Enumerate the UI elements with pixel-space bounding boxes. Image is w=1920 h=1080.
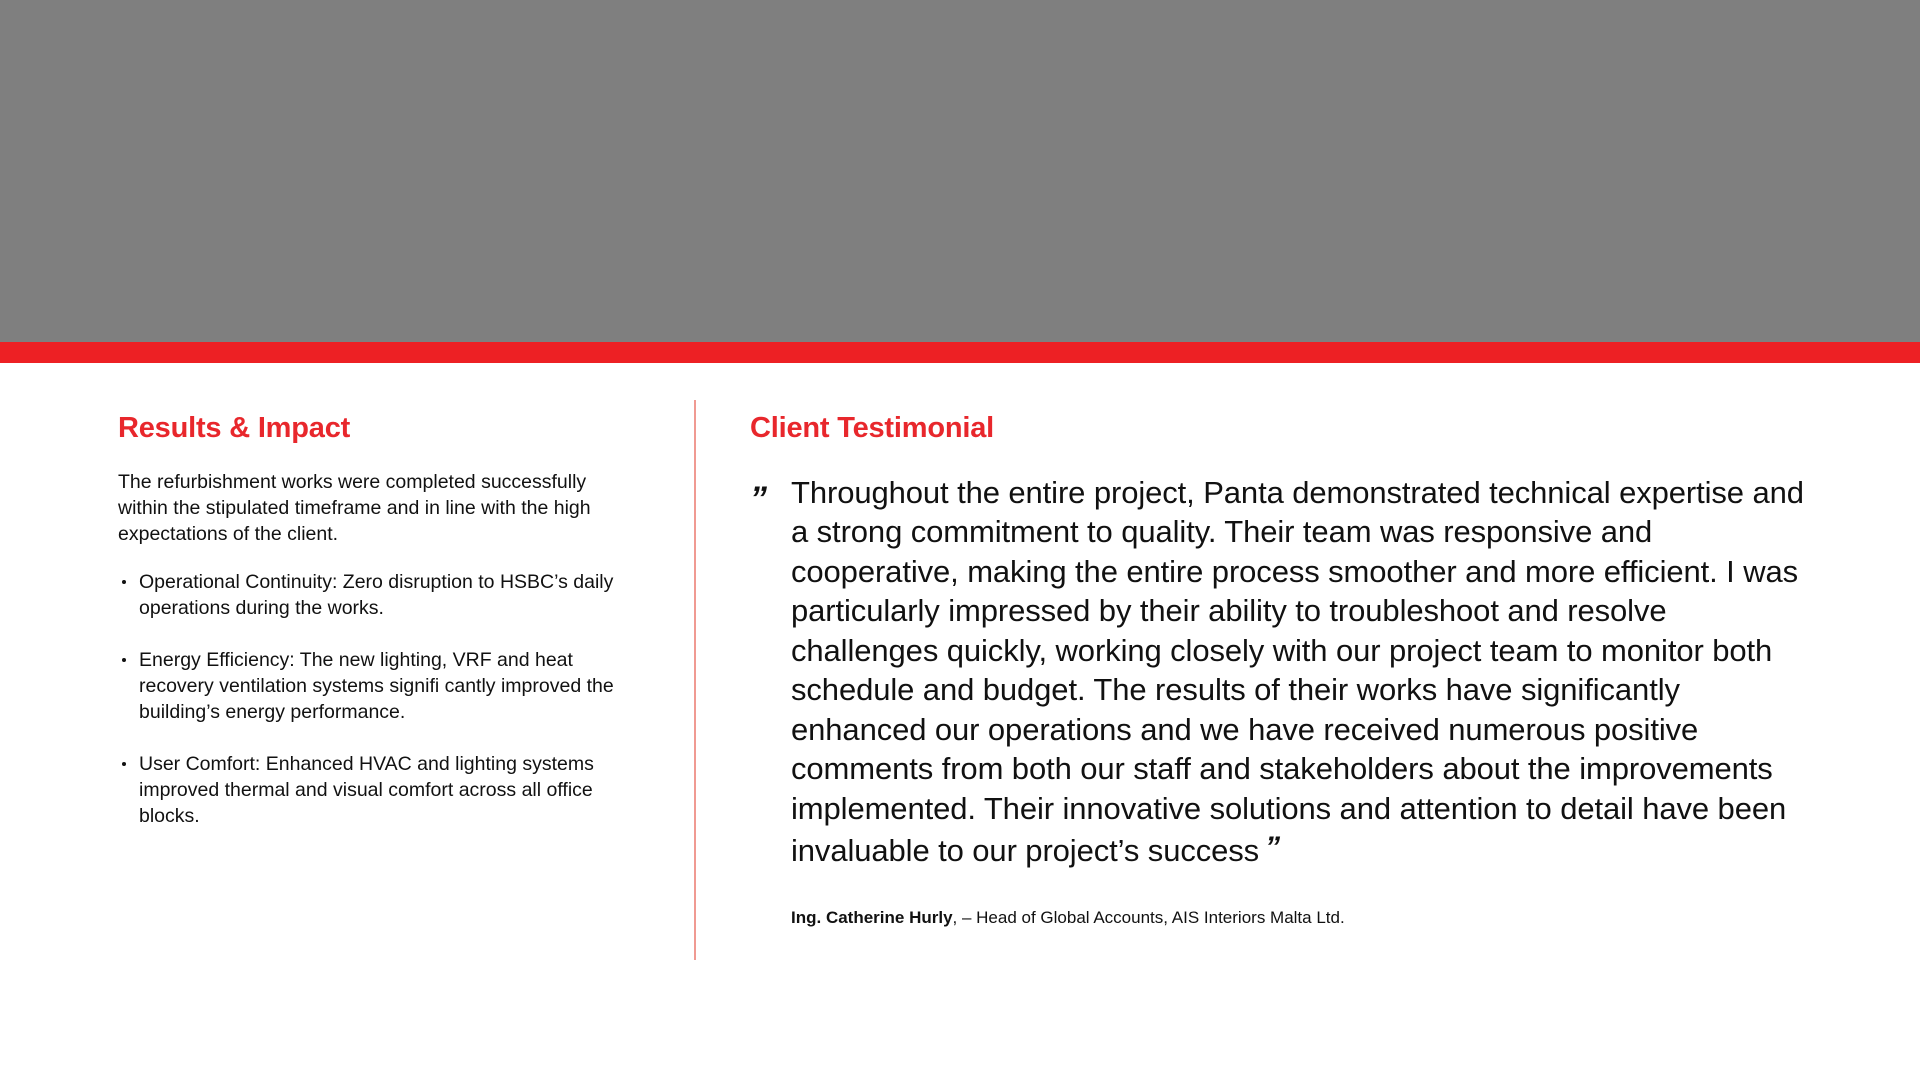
attribution-role: , – Head of Global Accounts, AIS Interiors Malta Ltd. [952,907,1345,927]
column-divider [694,400,696,960]
red-accent-bar [0,342,1920,363]
slide-content [0,363,1920,1080]
testimonial-attribution [791,907,1810,929]
quote-close-icon: ” [1265,831,1280,865]
bullet-dot-icon [122,762,126,766]
list-item [118,751,638,829]
list-item-text: Energy Efficiency: The new lighting, VRF and heat recovery ventilation systems signifi cantly improved the building’s energy performance. [139,648,614,723]
list-item [118,647,638,725]
results-impact-title: Results & Impact [118,412,351,444]
hero-image-placeholder [0,0,1920,342]
attribution-name: Ing. Catherine Hurly [791,907,953,927]
client-testimonial-column [750,413,1810,929]
testimonial-quote-block [750,473,1810,871]
results-intro-paragraph: The refurbishment works were completed successfully within the stipulated timeframe and in line with the high expectations of the client. [118,470,591,545]
list-item-text: Operational Continuity: Zero disruption to HSBC’s daily operations during the works. [139,570,614,619]
list-item-text: User Comfort: Enhanced HVAC and lighting systems improved thermal and visual comfort across all office blocks. [139,752,594,827]
testimonial-quote-body: Throughout the entire project, Panta demonstrated technical expertise and a strong commitment to quality. Their team was responsive and cooperative, making the entire process smoother and more efficient. I was particularly impressed by their ability to troubleshoot and resolve challenges quickly, working closely with our project team to monitor both schedule and budget. The results of their works have significantly enhanced our operations and we have received numerous positive comments from both our staff and stakeholders about the improvements implemented. Their innovative solutions and attention to detail have been invaluable to our project’s success [791,474,1804,869]
list-item [118,569,638,621]
results-impact-column [118,413,638,829]
client-testimonial-title: Client Testimonial [750,412,995,444]
quote-open-icon: ” [750,479,766,518]
bullet-dot-icon [122,580,126,584]
bullet-dot-icon [122,658,126,662]
results-bullet-list [118,569,638,829]
testimonial-quote-text [791,473,1810,871]
